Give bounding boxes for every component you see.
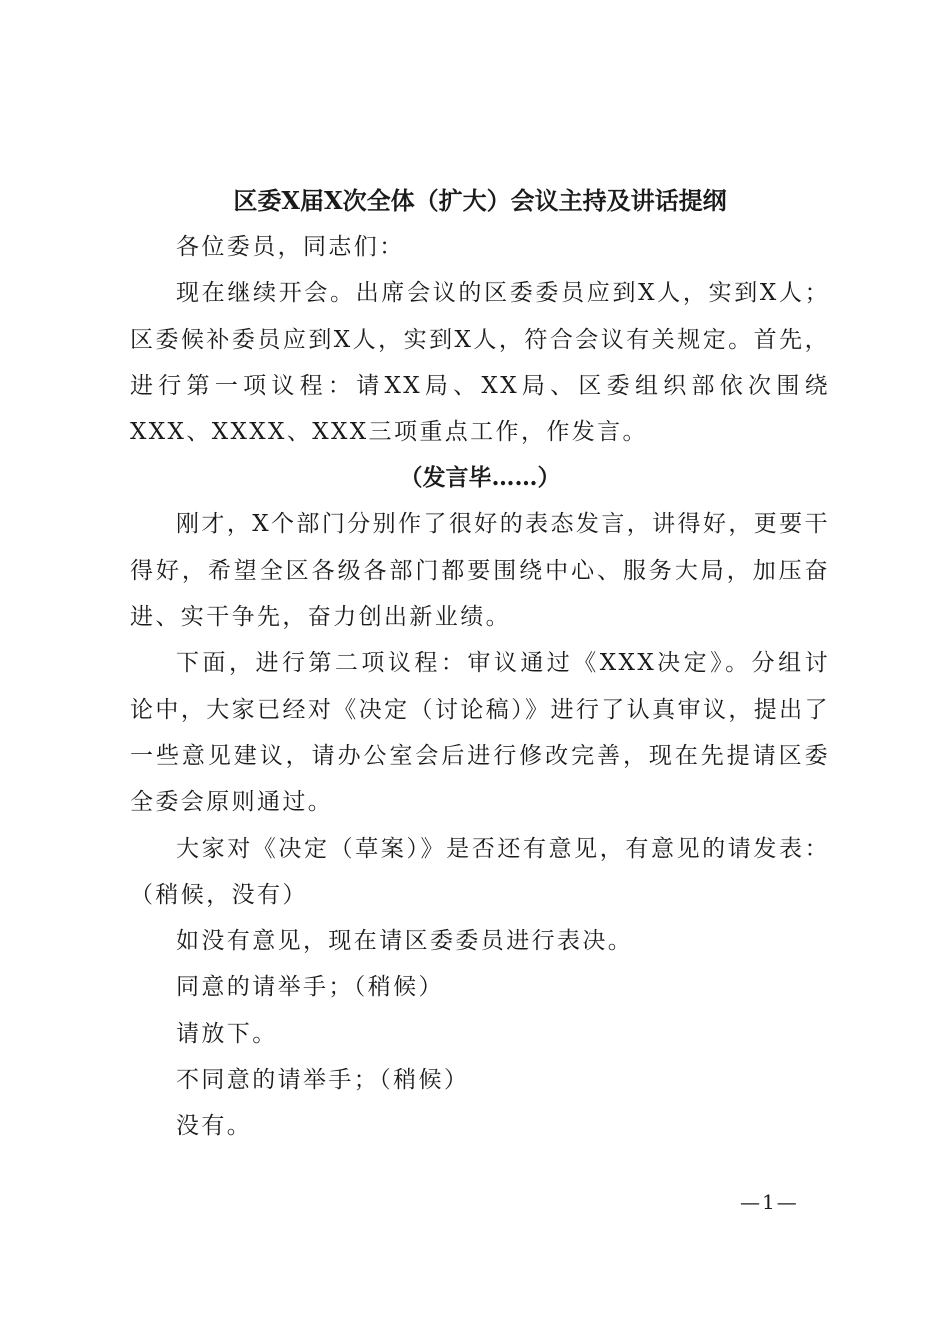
document-page — [130, 178, 830, 1150]
stage-direction-speech-end: （发言毕……） — [399, 464, 561, 492]
paragraph-greeting: 各位委员，同志们： — [176, 234, 405, 260]
paragraph-summary: 刚才，X个部门分别作了很好的表态发言，讲得好，更要干得好，希望全区各级各部门都要围绕中心、服务大局，加压奋进、实干争先，奋力创出新业绩。 — [130, 511, 830, 631]
paragraph-hands-down: 请放下。 — [176, 1020, 278, 1047]
paragraph-vote-call: 如没有意见，现在请区委委员进行表决。 — [176, 928, 634, 955]
paragraph-opinion-request: 大家对《决定（草案）》是否还有意见，有意见的请发表：（稍候，没有） — [130, 835, 830, 908]
paragraph-agree: 同意的请举手；（稍候） — [176, 974, 444, 1001]
paragraph-opening: 现在继续开会。出席会议的区委委员应到X人，实到X人；区委候补委员应到X人，实到X人，符合会议有关规定。首先，进行第一项议程：请XX局、XX局、区委组织部依次围绕XXX、XXXX、XXX三项重点工作，作发言。 — [130, 280, 830, 446]
paragraph-second-agenda: 下面，进行第二项议程：审议通过《XXX决定》。分组讨论中，大家已经对《决定（讨论稿）》进行了认真审议，提出了一些意见建议，请办公室会后进行修改完善，现在先提请区委全委会原则通过。 — [130, 650, 830, 816]
paragraph-none: 没有。 — [176, 1113, 253, 1140]
page-number: —1— — [740, 1190, 799, 1214]
document-title: 区委X届X次全体（扩大）会议主持及讲话提纲 — [233, 186, 727, 215]
paragraph-disagree: 不同意的请举手；（稍候） — [176, 1067, 470, 1094]
